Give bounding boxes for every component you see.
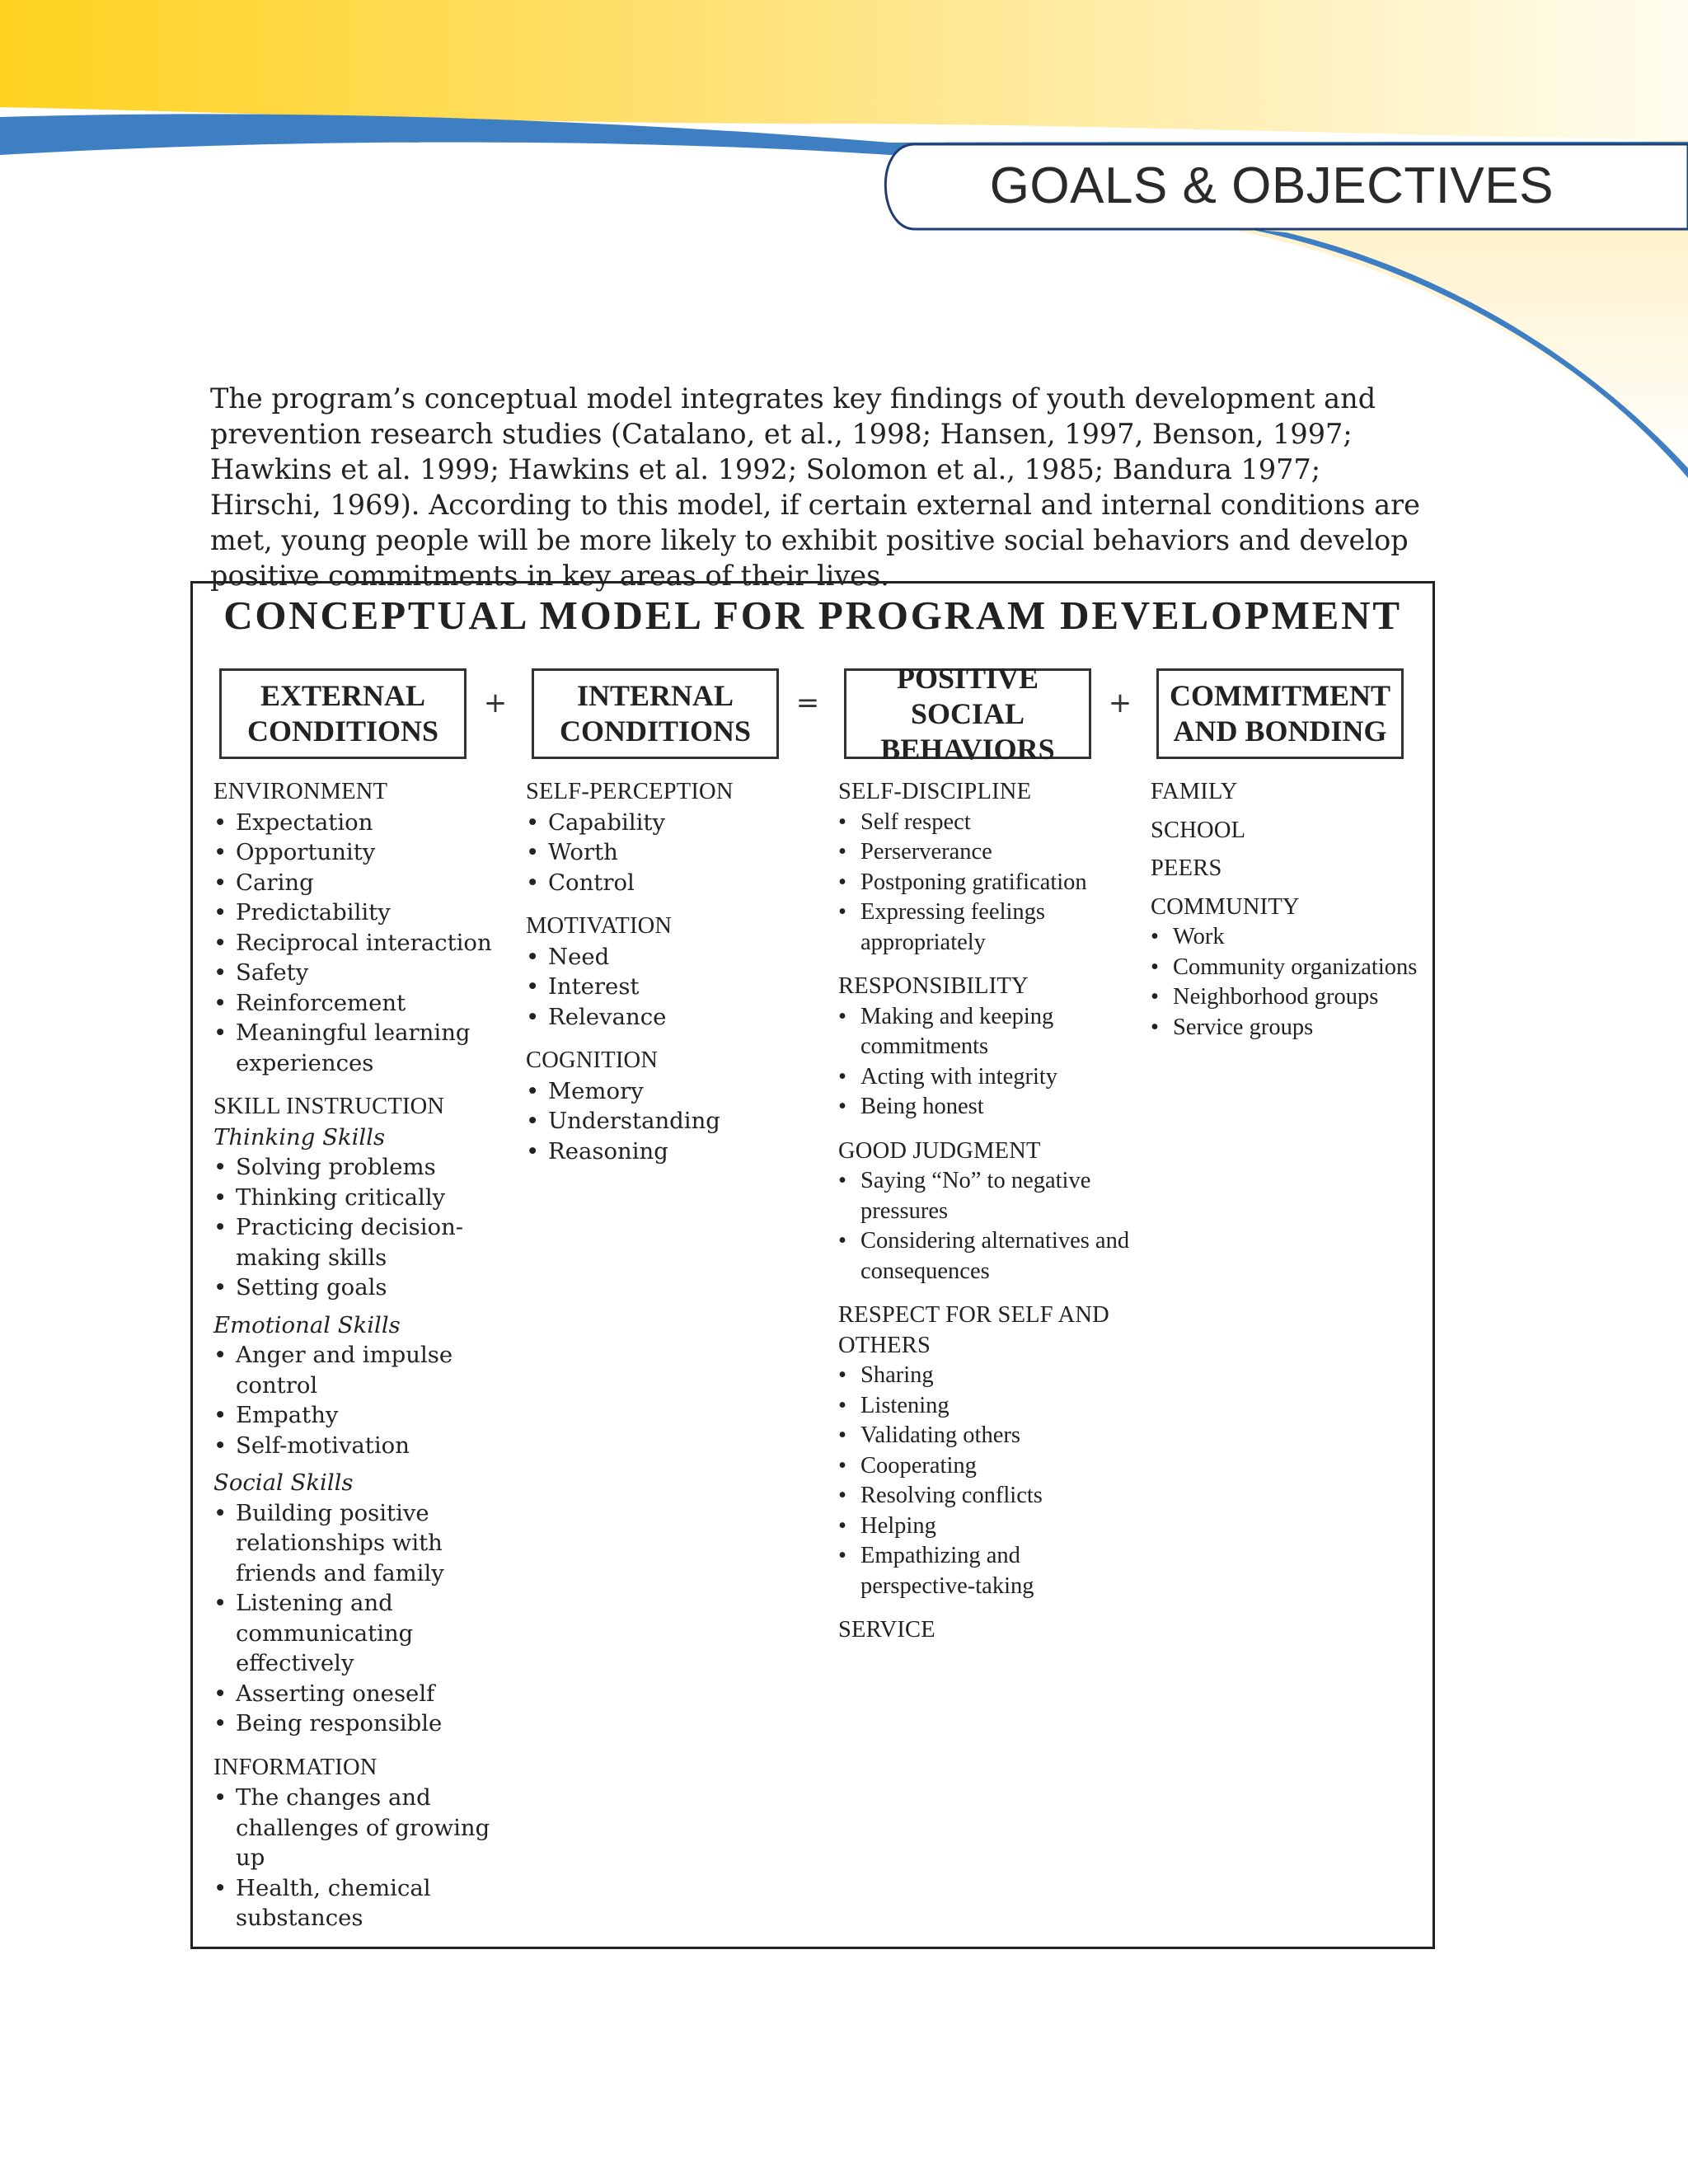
section-heading: SERVICE [838, 1617, 935, 1643]
self-discipline-list [838, 808, 1135, 958]
list-item: • Listening and communicating effectively [213, 1588, 510, 1679]
list-item: • Understanding [526, 1106, 823, 1137]
section-heading: MOTIVATION [526, 913, 673, 939]
list-item: • Neighborhood groups [1151, 982, 1447, 1013]
list-item: • Control [526, 868, 823, 898]
subsection-heading: Emotional Skills [213, 1311, 401, 1338]
section-heading: COGNITION [526, 1047, 659, 1073]
section-heading: PEERS [1151, 855, 1222, 881]
list-item: • Making and keeping commitments [838, 1002, 1135, 1062]
subsection-heading: Thinking Skills [213, 1123, 386, 1151]
list-item: • Service groups [1151, 1013, 1447, 1043]
list-item: • Solving problems [213, 1152, 510, 1183]
list-item: • Self respect [838, 808, 1135, 838]
list-item: • Helping [838, 1511, 1135, 1542]
good-judgment-list [838, 1166, 1135, 1286]
section-heading: SKILL INSTRUCTION [213, 1094, 445, 1119]
list-item: • Cooperating [838, 1451, 1135, 1482]
section-heading: ENVIRONMENT [213, 779, 388, 804]
list-item: • Building positive relationships with friends and family [213, 1498, 510, 1589]
list-item: • Community organizations [1151, 953, 1447, 983]
box-commitment-bonding: COMMITMENT AND BONDING [1156, 668, 1404, 759]
list-item: • Relevance [526, 1002, 823, 1033]
self-perception-list [526, 808, 823, 898]
section-heading: GOOD JUDGMENT [838, 1137, 1041, 1164]
section-heading: FAMILY [1151, 779, 1238, 804]
box-internal-conditions: INTERNAL CONDITIONS [532, 668, 779, 759]
plus-operator: + [1108, 687, 1132, 719]
list-item: • Safety [213, 958, 510, 988]
section-heading: INFORMATION [213, 1754, 377, 1780]
section-heading: SELF-PERCEPTION [526, 779, 734, 804]
list-item: • Capability [526, 808, 823, 838]
list-item: • Memory [526, 1076, 823, 1107]
social-skills-list [213, 1498, 510, 1739]
plus-operator: + [483, 687, 508, 719]
list-item: • Resolving conflicts [838, 1481, 1135, 1511]
list-item: • Setting goals [213, 1272, 510, 1303]
list-item: • Caring [213, 868, 510, 898]
section-heading: RESPONSIBILITY [838, 973, 1029, 999]
list-item: • Reciprocal interaction [213, 928, 510, 958]
box-external-conditions: EXTERNAL CONDITIONS [219, 668, 467, 759]
column-commitment-bonding [1151, 777, 1447, 1043]
community-list [1151, 922, 1447, 1043]
thinking-skills-list [213, 1152, 510, 1303]
list-item: • Acting with integrity [838, 1062, 1135, 1093]
list-item: • Reasoning [526, 1137, 823, 1167]
section-heading: RESPECT FOR SELF AND OTHERS [838, 1302, 1109, 1358]
respect-list [838, 1361, 1135, 1601]
list-item: • Reinforcement [213, 988, 510, 1019]
list-item: • Anger and impulse control [213, 1340, 510, 1400]
column-external-conditions [213, 777, 510, 1933]
column-internal-conditions [526, 777, 823, 1166]
list-item: • Expectation [213, 808, 510, 838]
information-list [213, 1783, 510, 1933]
cognition-list [526, 1076, 823, 1167]
list-item: • Predictability [213, 898, 510, 928]
list-item: • Empathy [213, 1400, 510, 1431]
section-heading: SELF-DISCIPLINE [838, 779, 1032, 804]
list-item: • Expressing feelings appropriately [838, 898, 1135, 958]
list-item: • Worth [526, 837, 823, 868]
list-item: • Practicing decision-making skills [213, 1212, 510, 1272]
list-item: • Sharing [838, 1361, 1135, 1391]
list-item: • Self-motivation [213, 1431, 510, 1461]
intro-paragraph: The program’s conceptual model integrates key findings of youth development and prevention research studies (Catalano, et al., 1998; Hansen, 1997, Benson, 1997; Hawkins et al. 1999; Hawkins et al. 1992; Solomon et al., 1985; Bandura 1977; Hirschi, 1969). According to this model, if certain external and internal conditions are met, young people will be more likely to exhibit positive social behaviors and develop positive commitments in key areas of their lives. [210, 382, 1420, 592]
page-title: GOALS & OBJECTIVES [989, 157, 1554, 214]
motivation-list [526, 942, 823, 1033]
environment-list [213, 808, 510, 1079]
responsibility-list [838, 1002, 1135, 1122]
subsection-heading: Social Skills [213, 1469, 354, 1496]
list-item: • Thinking critically [213, 1183, 510, 1213]
list-item: • The changes and challenges of growing up [213, 1783, 510, 1873]
list-item: • Postponing gratification [838, 868, 1135, 898]
section-heading: COMMUNITY [1151, 893, 1300, 920]
equals-operator: = [795, 687, 820, 719]
conceptual-model-box [190, 581, 1435, 1949]
list-item: • Considering alternatives and consequences [838, 1226, 1135, 1286]
list-item: • Meaningful learning experiences [213, 1018, 510, 1078]
section-heading: SCHOOL [1151, 817, 1246, 843]
list-item: • Empathizing and perspective-taking [838, 1541, 1135, 1601]
list-item: • Health, chemical substances [213, 1873, 510, 1933]
emotional-skills-list [213, 1340, 510, 1460]
list-item: • Saying “No” to negative pressures [838, 1166, 1135, 1226]
list-item: • Interest [526, 972, 823, 1002]
list-item: • Perserverance [838, 837, 1135, 868]
list-item: • Being honest [838, 1092, 1135, 1122]
list-item: • Asserting oneself [213, 1679, 510, 1709]
list-item: • Work [1151, 922, 1447, 953]
column-positive-social-behaviors [838, 777, 1135, 1646]
list-item: • Validating others [838, 1421, 1135, 1451]
list-item: • Opportunity [213, 837, 510, 868]
model-title: CONCEPTUAL MODEL FOR PROGRAM DEVELOPMENT [223, 593, 1402, 638]
list-item: • Being responsible [213, 1708, 510, 1739]
list-item: • Listening [838, 1391, 1135, 1422]
list-item: • Need [526, 942, 823, 972]
box-positive-social-behaviors: POSITIVE SOCIAL BEHAVIORS [844, 668, 1091, 759]
